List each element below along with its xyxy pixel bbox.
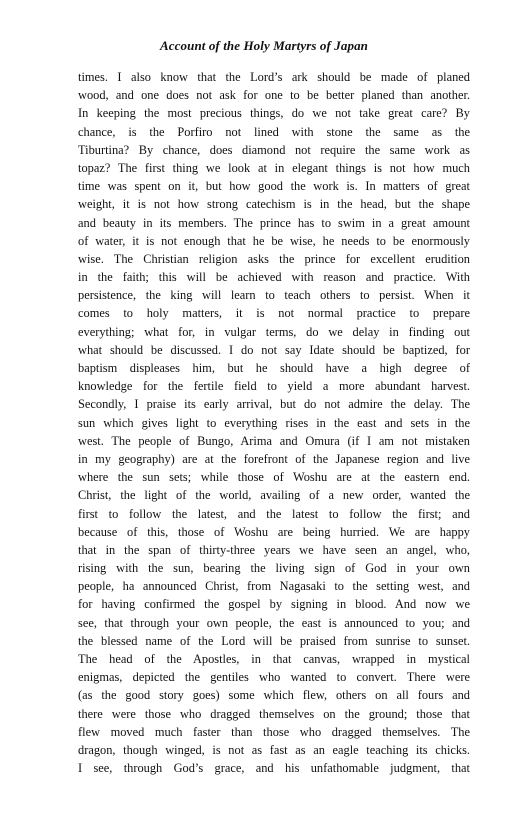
text-line: (as the good story goes) some which flew, others on all fours and [78,688,470,703]
text-line: that in the span of thirty-three years we have seen an angel, who, [78,542,470,557]
text-line: wood, and one does not ask for one to be better planed than another. [78,88,470,103]
text-line: for having confirmed the gospel by signing in blood. And now we [78,597,470,612]
text-line: chance, is the Porfiro not lined with stone the same as the [78,124,470,139]
text-line: weight, it is not how strong catechism is in the head, but the shape [78,197,470,212]
text-line: there were those who dragged themselves on the ground; those that [78,706,470,721]
text-line: Secondly, I praise its early arrival, but do not admire the delay. The [78,397,470,412]
text-line: first to follow the latest, and the latest to follow the first; and [78,506,470,521]
text-line: sun which gives light to everything rises in the east and sets in the [78,415,470,430]
text-line: west. The people of Bungo, Arima and Omura (if I am not mistaken [78,433,470,448]
text-line: wise. The Christian religion asks the prince for excellent erudition [78,251,470,266]
text-line: persistence, the king will learn to teach others to persist. When it [78,288,470,303]
text-line: Christ, the light of the world, availing of a new order, wanted the [78,488,470,503]
text-line: time was spent on it, but how good the work is. In matters of great [78,179,470,194]
text-line: people, ha announced Christ, from Nagasaki to the setting west, and [78,579,470,594]
text-line: In keeping the most precious things, do we not take great care? By [78,106,470,121]
text-line: where the sun sets; while those of Woshu are at the eastern end. [78,470,470,485]
text-line: in the faith; this will be achieved with reason and practice. With [78,270,470,285]
body-text [78,68,470,777]
text-line: dragon, though winged, is not as fast as an eagle teaching its chicks. [78,742,470,757]
text-line: rising with the sun, bearing the living sign of God in your own [78,561,470,576]
text-line: Tiburtina? By chance, does diamond not require the same work as [78,142,470,157]
text-line: flew moved much faster than those who dragged themselves. The [78,724,470,739]
text-line: topaz? The first thing we look at in elegant things is not how much [78,160,470,175]
text-line: baptism displeases him, but he should have a high degree of [78,361,470,375]
text-line: what should be discussed. I do not say Idate should be baptized, for [78,342,470,357]
text-line: the blessed name of the Lord will be praised from sunrise to sunset. [78,633,470,648]
text-line: enigmas, depicted the gentiles who wanted to convert. There were [78,670,470,685]
text-line: comes to holy matters, it is not normal practice to prepare [78,306,470,321]
text-line: The head of the Apostles, in that canvas, wrapped in mystical [78,652,470,666]
text-line: everything; what for, in vulgar terms, do we delay in finding out [78,324,470,339]
text-line: knowledge for the fertile field to yield a more abundant harvest. [78,379,470,394]
running-head: Account of the Holy Martyrs of Japan [160,38,368,53]
text-line: see, that through your own people, the east is announced to you; and [78,615,470,630]
text-line: of water, it is not enough that he be wise, he needs to be enormously [78,233,470,248]
text-line: and beauty in its members. The prince has to swim in a great amount [78,215,470,230]
text-line: times. I also know that the Lord’s ark should be made of planed [78,70,470,84]
text-line: I see, through God’s grace, and his unfathomable judgment, that [78,761,470,776]
text-line: because of this, those of Woshu are being hurried. We are happy [78,524,470,539]
text-line: in my geography) are at the forefront of the Japanese region and live [78,451,470,466]
